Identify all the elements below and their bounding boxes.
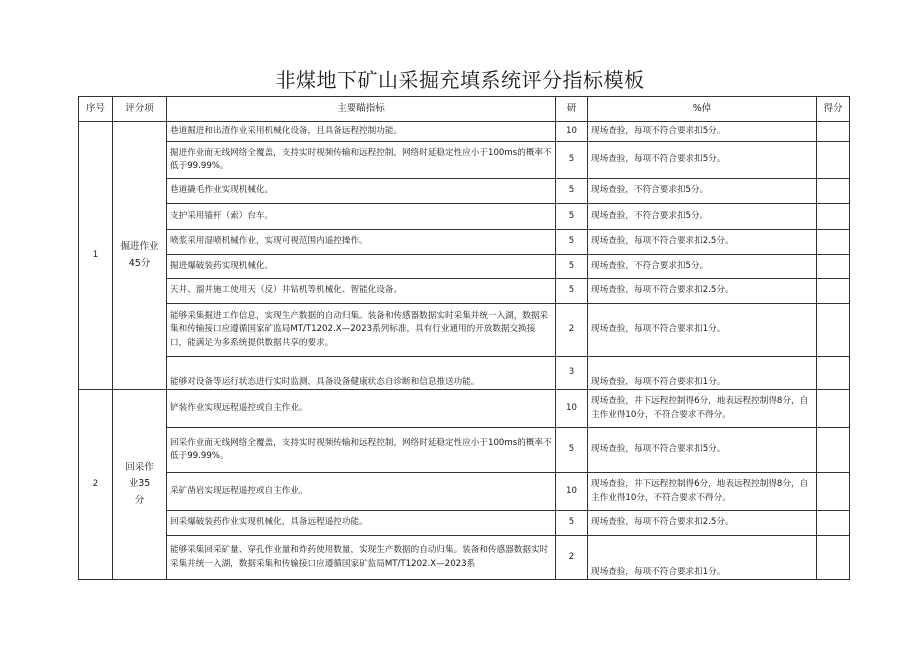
- method-cell: 现场查验，每项不符合要求扣2.5分。: [588, 279, 817, 304]
- criteria-cell: 回采爆破装药作业实现机械化，具备远程遥控功能。: [167, 511, 556, 536]
- section-name-cell: [113, 390, 167, 580]
- header-item: 评分项: [113, 97, 167, 122]
- score-cell: 5: [556, 179, 588, 204]
- score-cell: 2: [556, 536, 588, 580]
- result-cell: [817, 230, 850, 255]
- method-cell: 现场查验，每项不符合要求扣1分。: [588, 304, 817, 357]
- criteria-cell: 能够采集回采矿量、穿孔作业量和炸药使用数量，实现生产数据的自动归集。装备和传感器数据实时采集并统一入湖，数据采集和传输接口应遵循国家矿监局MT/T1202.X—2023系: [167, 536, 556, 580]
- method-cell: 现场查验，每项不符合要求扣5分。: [588, 142, 817, 179]
- result-cell: [817, 428, 850, 473]
- method-cell: 现场查验，每项不符合要求扣5分。: [588, 122, 817, 142]
- table-row: [79, 304, 850, 357]
- scoring-table: [78, 96, 850, 580]
- method-cell: 现场查验，不符合要求扣5分。: [588, 204, 817, 230]
- result-cell: [817, 511, 850, 536]
- method-cell: 现场查验，井下远程控制得6分，地表远程控制得8分，自主作业得10分，不符合要求不得分。: [588, 473, 817, 511]
- table-row: [79, 179, 850, 204]
- score-cell: 10: [556, 390, 588, 428]
- criteria-cell: 支护采用锚杆（索）台车。: [167, 204, 556, 230]
- criteria-cell: 铲装作业实现远程遥控或自主作业。: [167, 390, 556, 428]
- result-cell: [817, 357, 850, 390]
- table-row: [79, 357, 850, 390]
- criteria-cell: 能够对设备等运行状态进行实时监测，具备设备健康状态自诊断和信息推送功能。: [167, 357, 556, 390]
- table-row: [79, 428, 850, 473]
- table-row: [79, 230, 850, 255]
- header-method: %倬: [588, 97, 817, 122]
- header-result: 得分: [817, 97, 850, 122]
- table-row: [79, 122, 850, 142]
- method-cell: 现场查验，每项不符合要求扣1分。: [588, 536, 817, 580]
- table-row: [79, 255, 850, 279]
- score-cell: 5: [556, 428, 588, 473]
- table-row: [79, 142, 850, 179]
- table-row: [79, 536, 850, 580]
- section-name-cell: [113, 122, 167, 390]
- score-cell: 5: [556, 511, 588, 536]
- score-cell: 5: [556, 142, 588, 179]
- section-no: 1: [79, 122, 113, 390]
- page-title: 非煤地下矿山采掘充填系统评分指标模板: [275, 68, 645, 92]
- criteria-cell: 掘进作业面无线网络全覆盖，支持实时视频传输和远程控制，网络时延稳定性应小于100ms的概率不低于99.99%。: [167, 142, 556, 179]
- result-cell: [817, 279, 850, 304]
- method-cell: 现场查验，井下远程控制得6分，地表远程控制得8分，自主作业得10分，不符合要求不得分。: [588, 390, 817, 428]
- criteria-cell: 能够采集掘进工作信息，实现生产数据的自动归集。装备和传感器数据实时采集并统一入湖，数据采集和传输接口应遵循国家矿监局MT/T1202.X—2023系列标准，具有行业通用的开放数据交换接口，能满足为多系统提供数据共享的要求。: [167, 304, 556, 357]
- score-cell: 2: [556, 304, 588, 357]
- result-cell: [817, 142, 850, 179]
- result-cell: [817, 122, 850, 142]
- method-cell: 现场查验，不符合要求扣5分。: [588, 179, 817, 204]
- method-cell: 现场查验，每项不符合要求扣1分。: [588, 357, 817, 390]
- result-cell: [817, 304, 850, 357]
- criteria-cell: 巷道掘进和出渣作业采用机械化设备，且具备远程控制功能。: [167, 122, 556, 142]
- header-score: 研: [556, 97, 588, 122]
- criteria-cell: 喷浆采用湿喷机械作业，实现可视范围内遥控操作。: [167, 230, 556, 255]
- method-cell: 现场查验，每项不符合要求扣5分。: [588, 428, 817, 473]
- criteria-cell: 回采作业面无线网络全覆盖，支持实时视频传输和远程控制，网络时延稳定性应小于100ms的概率不低于99.99%。: [167, 428, 556, 473]
- result-cell: [817, 204, 850, 230]
- table-row: [79, 473, 850, 511]
- score-cell: 5: [556, 279, 588, 304]
- section-name: 回采作业35分: [125, 462, 154, 506]
- table-row: [79, 511, 850, 536]
- criteria-cell: 巷道撬毛作业实现机械化。: [167, 179, 556, 204]
- score-cell: 5: [556, 204, 588, 230]
- criteria-cell: 掘进爆破装药实现机械化。: [167, 255, 556, 279]
- method-cell: 现场查验，每项不符合要求扣2.5分。: [588, 230, 817, 255]
- method-cell: 现场查验，不符合要求扣5分。: [588, 255, 817, 279]
- result-cell: [817, 536, 850, 580]
- table-row: [79, 279, 850, 304]
- criteria-cell: 天井、溜井施工使用天（反）井钻机等机械化、智能化设备。: [167, 279, 556, 304]
- criteria-cell: 采矿凿岩实现远程遥控或自主作业。: [167, 473, 556, 511]
- score-cell: 3: [556, 357, 588, 390]
- result-cell: [817, 179, 850, 204]
- score-cell: 10: [556, 122, 588, 142]
- score-cell: 10: [556, 473, 588, 511]
- result-cell: [817, 255, 850, 279]
- score-cell: 5: [556, 230, 588, 255]
- section-no: 2: [79, 390, 113, 580]
- header-criteria: 主要瞄指标: [167, 97, 556, 122]
- score-cell: 5: [556, 255, 588, 279]
- section-name: 掘进作业45分: [120, 241, 159, 269]
- result-cell: [817, 390, 850, 428]
- table-row: [79, 204, 850, 230]
- table-row: [79, 390, 850, 428]
- result-cell: [817, 473, 850, 511]
- table-header-row: [79, 97, 850, 122]
- header-no: 序号: [79, 97, 113, 122]
- method-cell: 现场查验，每项不符合要求扣2.5分。: [588, 511, 817, 536]
